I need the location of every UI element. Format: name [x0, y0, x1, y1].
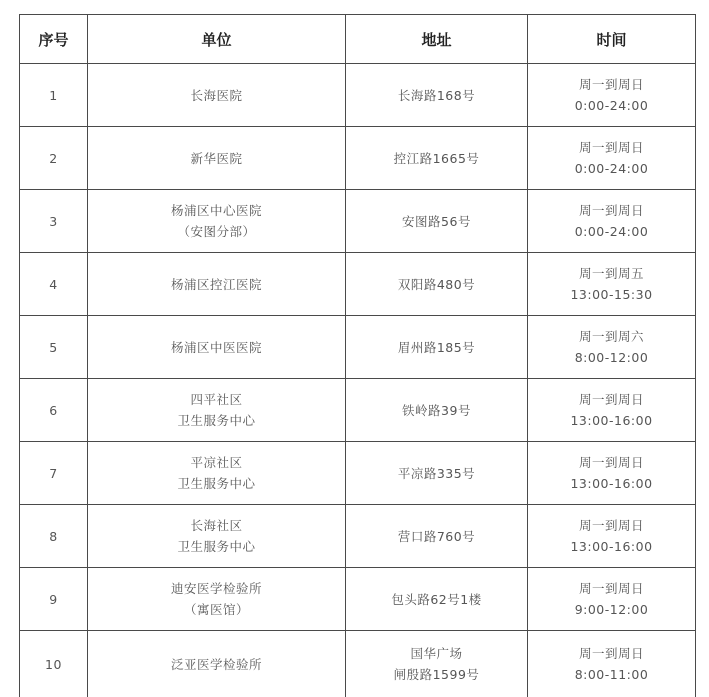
- header-row: [20, 15, 696, 64]
- cell-unit: [88, 127, 346, 190]
- cell-unit-line: 杨浦区中医医院: [88, 337, 345, 358]
- cell-address: [346, 505, 528, 568]
- table-row: [20, 253, 696, 316]
- cell-address: [346, 253, 528, 316]
- cell-unit: [88, 631, 346, 697]
- cell-unit-line: 泛亚医学检验所: [88, 654, 345, 675]
- cell-time: [528, 631, 696, 697]
- cell-address-line: 双阳路480号: [346, 274, 527, 295]
- cell-time: [528, 253, 696, 316]
- cell-time-line: 0:00-24:00: [528, 221, 695, 242]
- table-row: [20, 442, 696, 505]
- cell-unit-line: 四平社区: [88, 389, 345, 410]
- cell-unit-line: （寓医馆）: [88, 599, 345, 620]
- cell-time-line: 周一到周五: [528, 263, 695, 284]
- cell-address-line: 平凉路335号: [346, 463, 527, 484]
- cell-no: 9: [20, 568, 88, 631]
- cell-time: [528, 568, 696, 631]
- cell-time: [528, 379, 696, 442]
- cell-time-line: 9:00-12:00: [528, 599, 695, 620]
- header-time: 时间: [528, 15, 696, 64]
- cell-time-line: 13:00-16:00: [528, 473, 695, 494]
- table-body: [20, 64, 696, 697]
- cell-unit-line: 卫生服务中心: [88, 473, 345, 494]
- cell-address: [346, 442, 528, 505]
- cell-time-line: 8:00-11:00: [528, 664, 695, 685]
- table-row: [20, 316, 696, 379]
- cell-no: 5: [20, 316, 88, 379]
- cell-unit: [88, 568, 346, 631]
- cell-unit: [88, 253, 346, 316]
- cell-time-line: 周一到周日: [528, 389, 695, 410]
- cell-unit-line: 长海社区: [88, 515, 345, 536]
- cell-no: 2: [20, 127, 88, 190]
- cell-unit-line: （安图分部）: [88, 221, 345, 242]
- cell-no: 1: [20, 64, 88, 127]
- cell-unit-line: 卫生服务中心: [88, 536, 345, 557]
- header-address: 地址: [346, 15, 528, 64]
- cell-address: [346, 568, 528, 631]
- header-unit: 单位: [88, 15, 346, 64]
- cell-no: 6: [20, 379, 88, 442]
- cell-unit: [88, 505, 346, 568]
- cell-address-line: 长海路168号: [346, 85, 527, 106]
- cell-no: 10: [20, 631, 88, 697]
- cell-address-line: 闸殷路1599号: [346, 664, 527, 685]
- cell-address-line: 营口路760号: [346, 526, 527, 547]
- cell-address: [346, 64, 528, 127]
- cell-address: [346, 316, 528, 379]
- cell-unit-line: 杨浦区控江医院: [88, 274, 345, 295]
- cell-time-line: 周一到周日: [528, 515, 695, 536]
- cell-unit-line: 长海医院: [88, 85, 345, 106]
- cell-unit-line: 平凉社区: [88, 452, 345, 473]
- cell-time: [528, 442, 696, 505]
- cell-address-line: 铁岭路39号: [346, 400, 527, 421]
- cell-no: 7: [20, 442, 88, 505]
- cell-time: [528, 190, 696, 253]
- table-row: [20, 190, 696, 253]
- cell-time-line: 0:00-24:00: [528, 158, 695, 179]
- cell-time-line: 周一到周日: [528, 200, 695, 221]
- cell-unit: [88, 379, 346, 442]
- cell-unit: [88, 442, 346, 505]
- cell-unit: [88, 316, 346, 379]
- cell-time-line: 周一到周日: [528, 137, 695, 158]
- cell-time-line: 13:00-16:00: [528, 410, 695, 431]
- table-row: [20, 127, 696, 190]
- cell-address: [346, 190, 528, 253]
- cell-time-line: 13:00-16:00: [528, 536, 695, 557]
- cell-address-line: 安图路56号: [346, 211, 527, 232]
- cell-time: [528, 505, 696, 568]
- cell-unit-line: 杨浦区中心医院: [88, 200, 345, 221]
- cell-address-line: 控江路1665号: [346, 148, 527, 169]
- cell-unit-line: 迪安医学检验所: [88, 578, 345, 599]
- cell-address: [346, 631, 528, 697]
- header-no: 序号: [20, 15, 88, 64]
- cell-address-line: 包头路62号1楼: [346, 589, 527, 610]
- cell-time-line: 13:00-15:30: [528, 284, 695, 305]
- cell-address: [346, 379, 528, 442]
- cell-time-line: 8:00-12:00: [528, 347, 695, 368]
- cell-time-line: 周一到周日: [528, 578, 695, 599]
- cell-unit-line: 新华医院: [88, 148, 345, 169]
- cell-time-line: 周一到周六: [528, 326, 695, 347]
- cell-time-line: 周一到周日: [528, 643, 695, 664]
- cell-time-line: 0:00-24:00: [528, 95, 695, 116]
- table-row: [20, 505, 696, 568]
- cell-no: 4: [20, 253, 88, 316]
- cell-address-line: 国华广场: [346, 643, 527, 664]
- cell-time: [528, 127, 696, 190]
- testing-sites-table: [19, 14, 696, 697]
- cell-address: [346, 127, 528, 190]
- cell-address-line: 眉州路185号: [346, 337, 527, 358]
- cell-unit: [88, 190, 346, 253]
- cell-unit: [88, 64, 346, 127]
- cell-time-line: 周一到周日: [528, 452, 695, 473]
- table-row: [20, 631, 696, 697]
- cell-time-line: 周一到周日: [528, 74, 695, 95]
- table-row: [20, 379, 696, 442]
- cell-no: 3: [20, 190, 88, 253]
- table-row: [20, 568, 696, 631]
- cell-no: 8: [20, 505, 88, 568]
- cell-time: [528, 64, 696, 127]
- cell-unit-line: 卫生服务中心: [88, 410, 345, 431]
- table-row: [20, 64, 696, 127]
- cell-time: [528, 316, 696, 379]
